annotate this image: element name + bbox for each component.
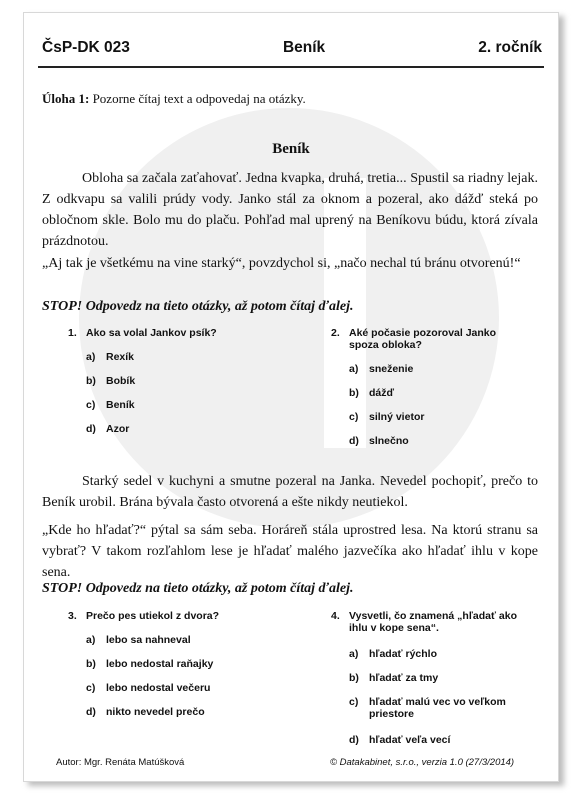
task-instruction [42,91,306,107]
option-letter: a) [86,634,96,646]
answer-option[interactable] [86,706,205,718]
option-text: Rexík [106,351,135,363]
option-letter: c) [349,696,359,708]
question-text: Aké počasie pozoroval Janko spoza obloka? [349,327,497,351]
answer-option[interactable] [349,363,413,375]
answer-option[interactable] [86,423,129,435]
option-letter: c) [86,682,96,694]
answer-option[interactable] [349,411,424,423]
option-text: hľadať za tmy [369,672,439,684]
question-1 [68,327,298,435]
question-number: 2. [331,327,340,339]
answer-option[interactable] [349,387,394,399]
option-letter: b) [349,672,359,684]
story-title: Beník [272,141,310,157]
option-letter: c) [349,411,359,423]
story-paragraph: „Aj tak je všetkému na vine starký“, povzdychol si, „načo nechal tú bránu otvorenú!“ [42,256,521,271]
story-paragraph: „Kde ho hľadať?“ pýtal sa sám seba. Horáreň stála uprostred lesa. Na ktorú stranu sa vybrať? V takom rozľahlom lese je hľadať malého jazvečíka ako hľadať ihlu v kope sena. [42,523,538,580]
option-text: hľadať malú vec vo veľkom priestore [369,696,506,720]
answer-option[interactable] [349,734,450,746]
story-paragraph: Starký sedel v kuchyni a smutne pozeral na Janka. Nevedel pochopiť, prečo to Beník urobil. Brána bývala často otvorená a ešte nikdy neutiekol. [42,474,538,510]
stop-instruction: STOP! Odpovedz na tieto otázky, až potom čítaj ďalej. [42,581,354,596]
option-letter: d) [349,734,359,746]
answer-option[interactable] [86,351,134,363]
option-text: slnečno [369,435,409,447]
option-letter: b) [86,375,96,387]
answer-option[interactable] [349,648,437,660]
question-text: Vysvetli, čo znamená „hľadať ako ihlu v kope sena“. [349,610,517,634]
question-number: 4. [331,610,340,622]
option-text: Beník [106,399,135,411]
option-letter: b) [86,658,96,670]
question-4 [331,610,531,746]
answer-option[interactable] [349,435,409,447]
answer-option[interactable] [349,696,519,720]
footer-author: Autor: Mgr. Renáta Matúšková [56,757,185,768]
option-letter: d) [349,435,359,447]
option-letter: d) [86,423,96,435]
option-letter: a) [86,351,96,363]
answer-option[interactable] [349,672,438,684]
question-text: Prečo pes utiekol z dvora? [86,610,220,622]
question-text: Ako sa volal Jankov psík? [86,327,217,339]
page-header [42,39,542,57]
option-letter: b) [349,387,359,399]
option-letter: c) [86,399,96,411]
header-divider [38,66,544,68]
option-text: Azor [106,423,130,435]
option-text: hľadať veľa vecí [369,734,451,746]
grade-label: 2. ročník [478,39,542,56]
worksheet-page [23,12,559,782]
task-label: Úloha 1: [42,91,90,106]
option-text: nikto nevedel prečo [106,706,205,718]
option-letter: a) [349,648,359,660]
answer-option[interactable] [86,399,135,411]
answer-option[interactable] [86,682,210,694]
option-letter: a) [349,363,359,375]
question-number: 3. [68,610,77,622]
option-text: lebo nedostal večeru [106,682,211,694]
story-paragraph: Obloha sa začala zaťahovať. Jedna kvapka, druhá, tretia... Spustil sa riadny lejak. Z odkvapu sa valili prúdy vody. Janko stál za oknom a pozeral, ako dážď steká po obločnom skle. Bolo mu do plaču. Pohľad mal uprený na Beníkovu búdu, ktorá zívala prázdnotou. [42,171,538,249]
task-text: Pozorne čítaj text a odpovedaj na otázky. [92,91,306,106]
question-2 [331,327,511,447]
option-text: lebo nedostal raňajky [106,658,214,670]
worksheet-title: Beník [282,39,326,56]
worksheet-code: ČsP-DK 023 [42,39,130,56]
option-text: sneženie [369,363,414,375]
option-text: silný vietor [369,411,425,423]
question-number: 1. [68,327,77,339]
stop-instruction: STOP! Odpovedz na tieto otázky, až potom čítaj ďalej. [42,299,354,314]
option-text: hľadať rýchlo [369,648,438,660]
option-text: dážď [369,387,395,399]
question-3 [68,610,318,718]
answer-option[interactable] [86,375,135,387]
option-letter: d) [86,706,96,718]
footer-copyright: © Datakabinet, s.r.o., verzia 1.0 (27/3/2014) [330,757,515,768]
answer-option[interactable] [86,658,213,670]
option-text: lebo sa nahneval [106,634,191,646]
answer-option[interactable] [86,634,191,646]
option-text: Bobík [106,375,136,387]
